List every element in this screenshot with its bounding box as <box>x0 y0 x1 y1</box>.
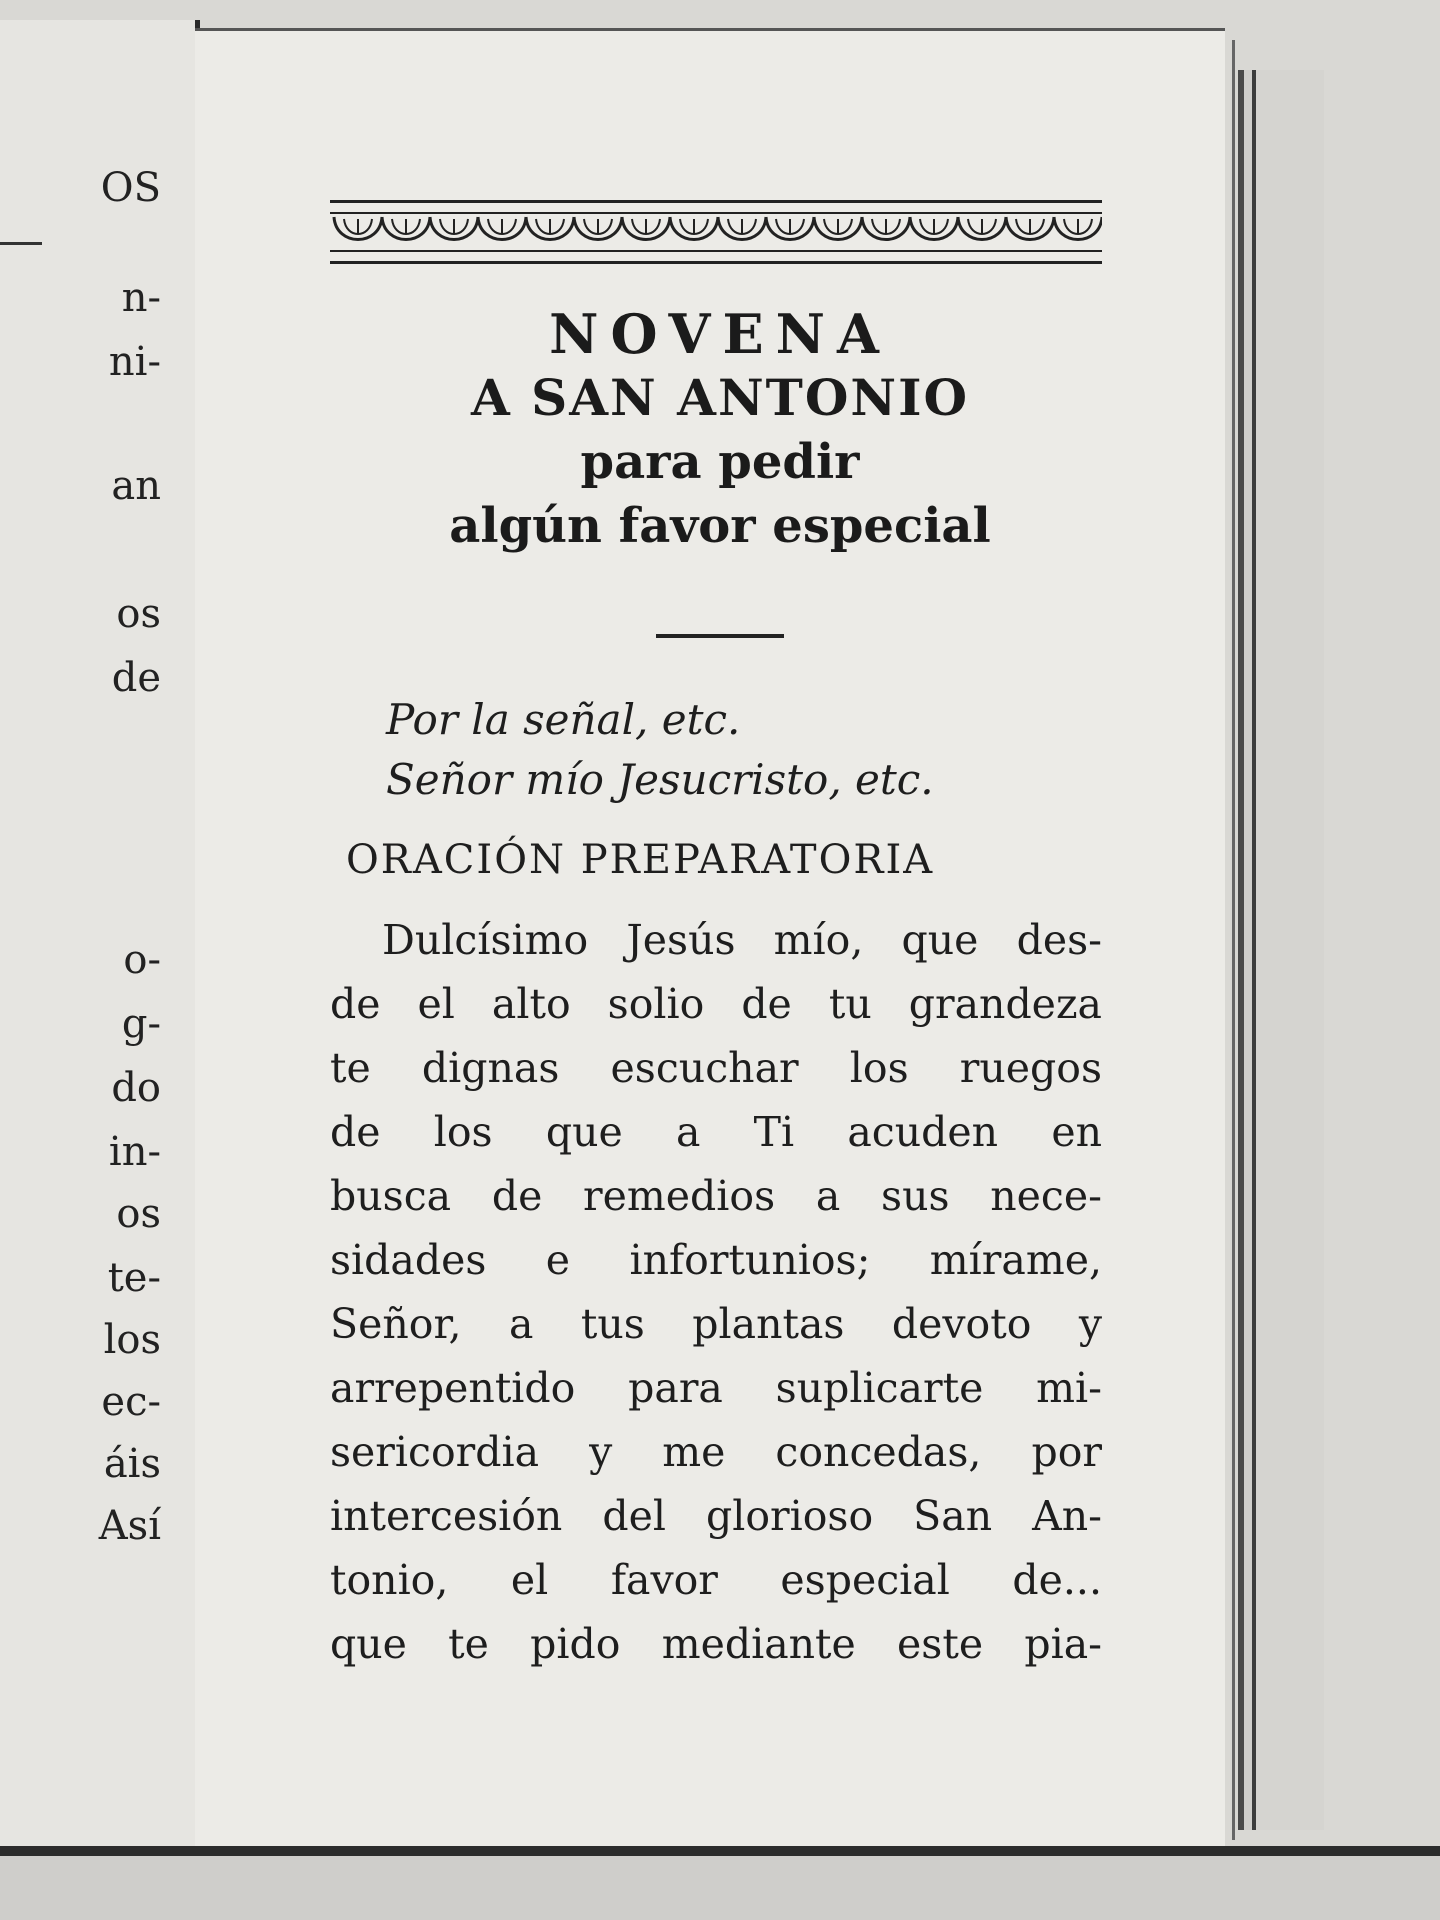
section-heading: ORACIÓN PREPARATORIA <box>346 837 935 883</box>
title-favor-especial: algún favor especial <box>449 498 991 554</box>
prayer-line: Dulcísimo Jesús mío, que des- <box>382 916 1102 964</box>
left-fragment: de <box>111 655 161 701</box>
left-fragment: te- <box>107 1255 161 1301</box>
prayer-line: busca de remedios a sus nece- <box>330 1172 1102 1220</box>
left-fragment: in- <box>108 1129 161 1175</box>
left-fragment: an <box>111 463 161 509</box>
title-para-pedir: para pedir <box>580 434 860 490</box>
ornamental-border-band <box>330 200 1102 264</box>
left-page-fragment <box>0 20 200 1850</box>
left-fragment: ni- <box>108 339 161 385</box>
prayer-line: que te pido mediante este pia- <box>330 1620 1102 1668</box>
left-fragment: ec- <box>101 1379 161 1425</box>
novena-content <box>330 200 1110 1676</box>
prayer-line: sericordia y me concedas, por <box>330 1428 1102 1476</box>
left-fragment: do <box>111 1065 161 1111</box>
novena-title <box>330 302 1110 558</box>
title-divider <box>656 634 784 638</box>
prayer-line: Señor, a tus plantas devoto y <box>330 1300 1102 1348</box>
left-fragment: áis <box>103 1441 161 1487</box>
left-fragment: los <box>103 1317 161 1363</box>
prayer-line: arrepentido para suplicarte mi- <box>330 1364 1102 1412</box>
book-bottom-edge <box>0 1846 1440 1920</box>
left-fragment: os <box>116 591 161 637</box>
title-san-antonio: A SAN ANTONIO <box>470 368 970 427</box>
invocations <box>386 690 1110 810</box>
ornament-pattern <box>330 203 1102 261</box>
prayer-line: sidades e infortunios; mírame, <box>330 1236 1102 1284</box>
left-fragment: n- <box>121 275 161 321</box>
left-fragment: g- <box>121 1001 161 1047</box>
prayer-line: de los que a Ti acuden en <box>330 1108 1102 1156</box>
left-fragment: o- <box>123 937 161 983</box>
prayer-line: tonio, el favor especial de... <box>330 1556 1102 1604</box>
prayer-line: de el alto solio de tu grandeza <box>330 980 1102 1028</box>
book-page-edges <box>1238 70 1324 1830</box>
prayer-line: intercesión del glorioso San An- <box>330 1492 1102 1540</box>
left-heading-rule <box>0 242 42 245</box>
invocation-sign-of-cross: Por la señal, etc. <box>386 695 741 744</box>
left-fragment: Así <box>98 1503 161 1549</box>
title-novena: NOVENA <box>549 302 891 366</box>
left-fragment: OS <box>100 165 161 211</box>
prayer-line: te dignas escuchar los ruegos <box>330 1044 1102 1092</box>
left-fragment: os <box>116 1191 161 1237</box>
invocation-act-of-contrition: Señor mío Jesucristo, etc. <box>386 755 934 804</box>
preparatory-prayer <box>330 908 1102 1676</box>
